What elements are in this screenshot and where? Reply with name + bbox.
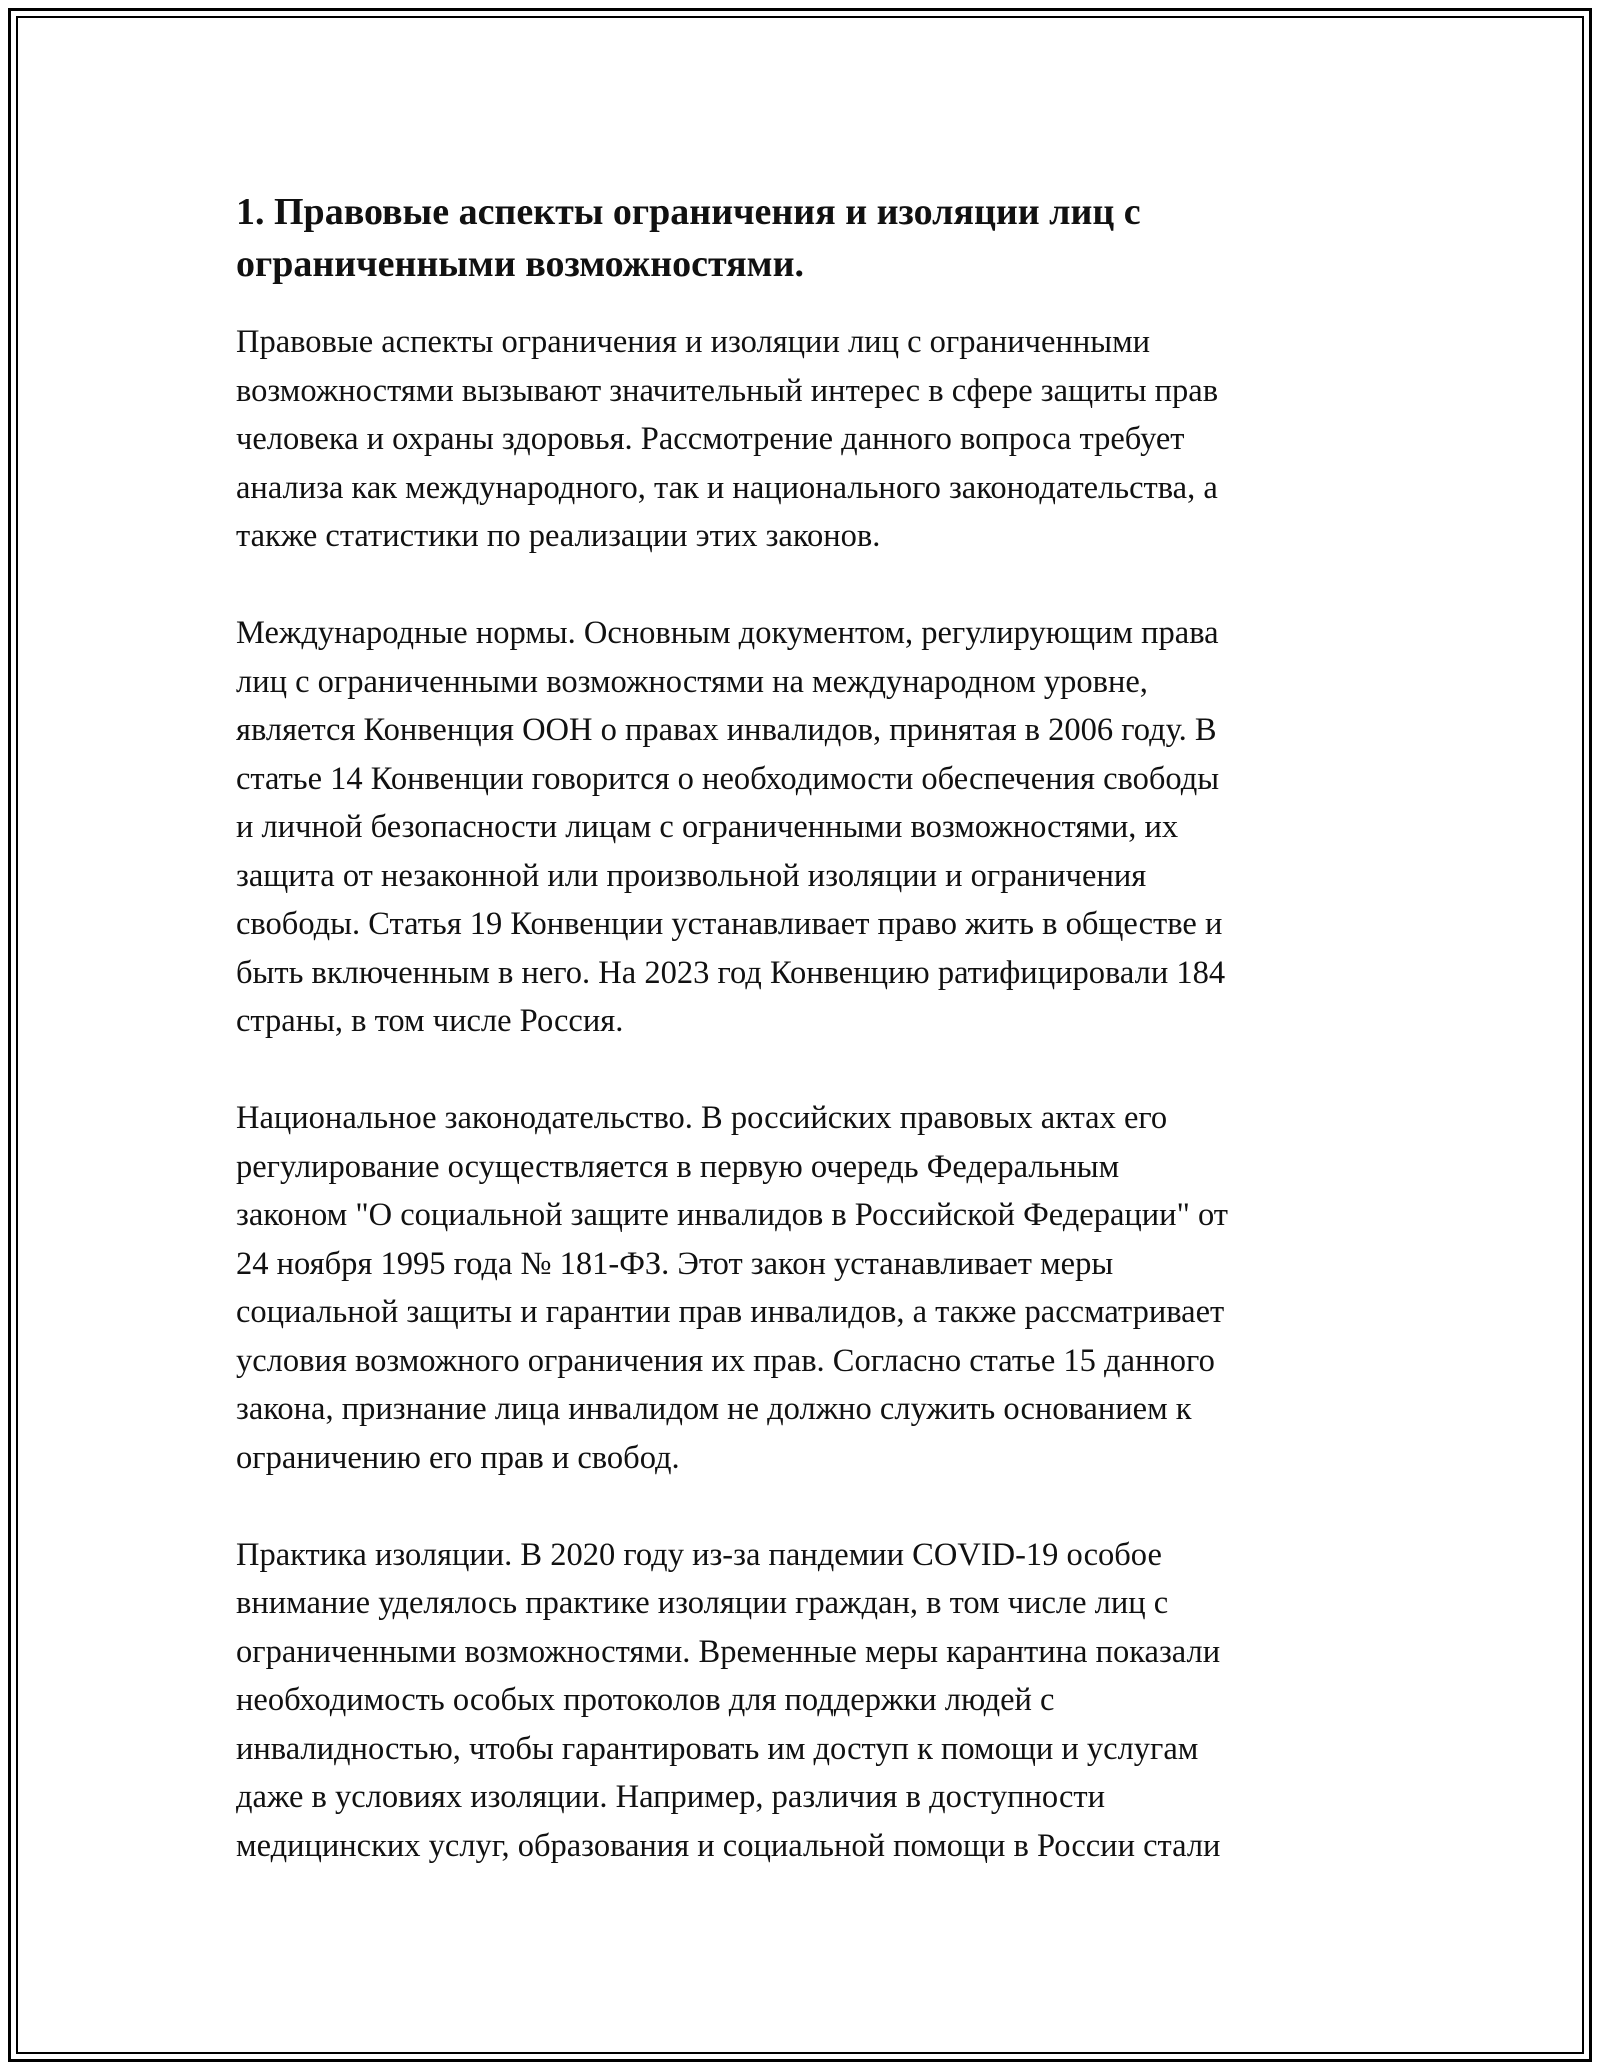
- text-line: ограничению его прав и свобод.: [236, 1439, 680, 1476]
- text-line: законом "О социальной защите инвалидов в Российской Федерации" от: [236, 1197, 1228, 1233]
- text-line: Международные нормы. Основным документом, регулирующим права: [236, 615, 1219, 651]
- paragraph-isolation-practice: [236, 1531, 1366, 1871]
- text-line: лиц с ограниченными возможностями на международном уровне,: [236, 663, 1148, 700]
- text-line: страны, в том числе Россия.: [236, 1003, 624, 1039]
- section-heading: [236, 186, 1366, 290]
- text-line: также статистики по реализации этих законов.: [236, 518, 881, 554]
- text-line: необходимость особых протоколов для поддержки людей с: [236, 1682, 1055, 1718]
- text-line: медицинских услуг, образования и социальной помощи в России стали: [236, 1827, 1221, 1864]
- text-line: социальной защиты и гарантии прав инвалидов, а также рассматривает: [236, 1294, 1225, 1330]
- text-line: свободы. Статья 19 Конвенции устанавливает право жить в обществе и: [236, 906, 1223, 942]
- text-line: 24 ноября 1995 года № 181-ФЗ. Этот закон устанавливает меры: [236, 1245, 1114, 1282]
- text-line: Национальное законодательство. В российских правовых актах его: [236, 1100, 1168, 1136]
- text-line: закона, признание лица инвалидом не должно служить основанием к: [236, 1391, 1192, 1427]
- text-line: внимание уделялось практике изоляции граждан, в том числе лиц с: [236, 1585, 1169, 1621]
- text-line: возможностями вызывают значительный интерес в сфере защиты прав: [236, 372, 1219, 409]
- text-line: ограниченными возможностями. Временные меры карантина показали: [236, 1633, 1221, 1670]
- text-line: регулирование осуществляется в первую очередь Федеральным: [236, 1148, 1120, 1185]
- document-body: [236, 186, 1366, 1919]
- text-line: человека и охраны здоровья. Рассмотрение данного вопроса требует: [236, 421, 1185, 457]
- text-line: инвалидностью, чтобы гарантировать им доступ к помощи и услугам: [236, 1730, 1199, 1767]
- paragraph-national-legislation: [236, 1094, 1366, 1482]
- text-line: анализа как международного, так и национального законодательства, а: [236, 469, 1218, 506]
- paragraph-intro: [236, 318, 1366, 561]
- text-line: Правовые аспекты ограничения и изоляции лиц с ограниченными: [236, 324, 1151, 360]
- text-line: Практика изоляции. В 2020 году из-за пандемии COVID-19 особое: [236, 1536, 1162, 1573]
- text-line: статье 14 Конвенции говорится о необходимости обеспечения свободы: [236, 760, 1220, 797]
- text-line: даже в условиях изоляции. Например, различия в доступности: [236, 1779, 1105, 1815]
- text-line: быть включенным в него. На 2023 год Конвенцию ратифицировали 184: [236, 954, 1226, 991]
- paragraph-international-norms: [236, 609, 1366, 1046]
- heading-line: ограниченными возможностями.: [236, 243, 804, 285]
- text-line: условия возможного ограничения их прав. Согласно статье 15 данного: [236, 1342, 1215, 1379]
- heading-line: 1. Правовые аспекты ограничения и изоляции лиц с: [236, 191, 1141, 233]
- text-line: является Конвенция ООН о правах инвалидов, принятая в 2006 году. В: [236, 712, 1217, 748]
- text-line: и личной безопасности лицам с ограниченными возможностями, их: [236, 809, 1179, 845]
- text-line: защита от незаконной или произвольной изоляции и ограничения: [236, 857, 1147, 894]
